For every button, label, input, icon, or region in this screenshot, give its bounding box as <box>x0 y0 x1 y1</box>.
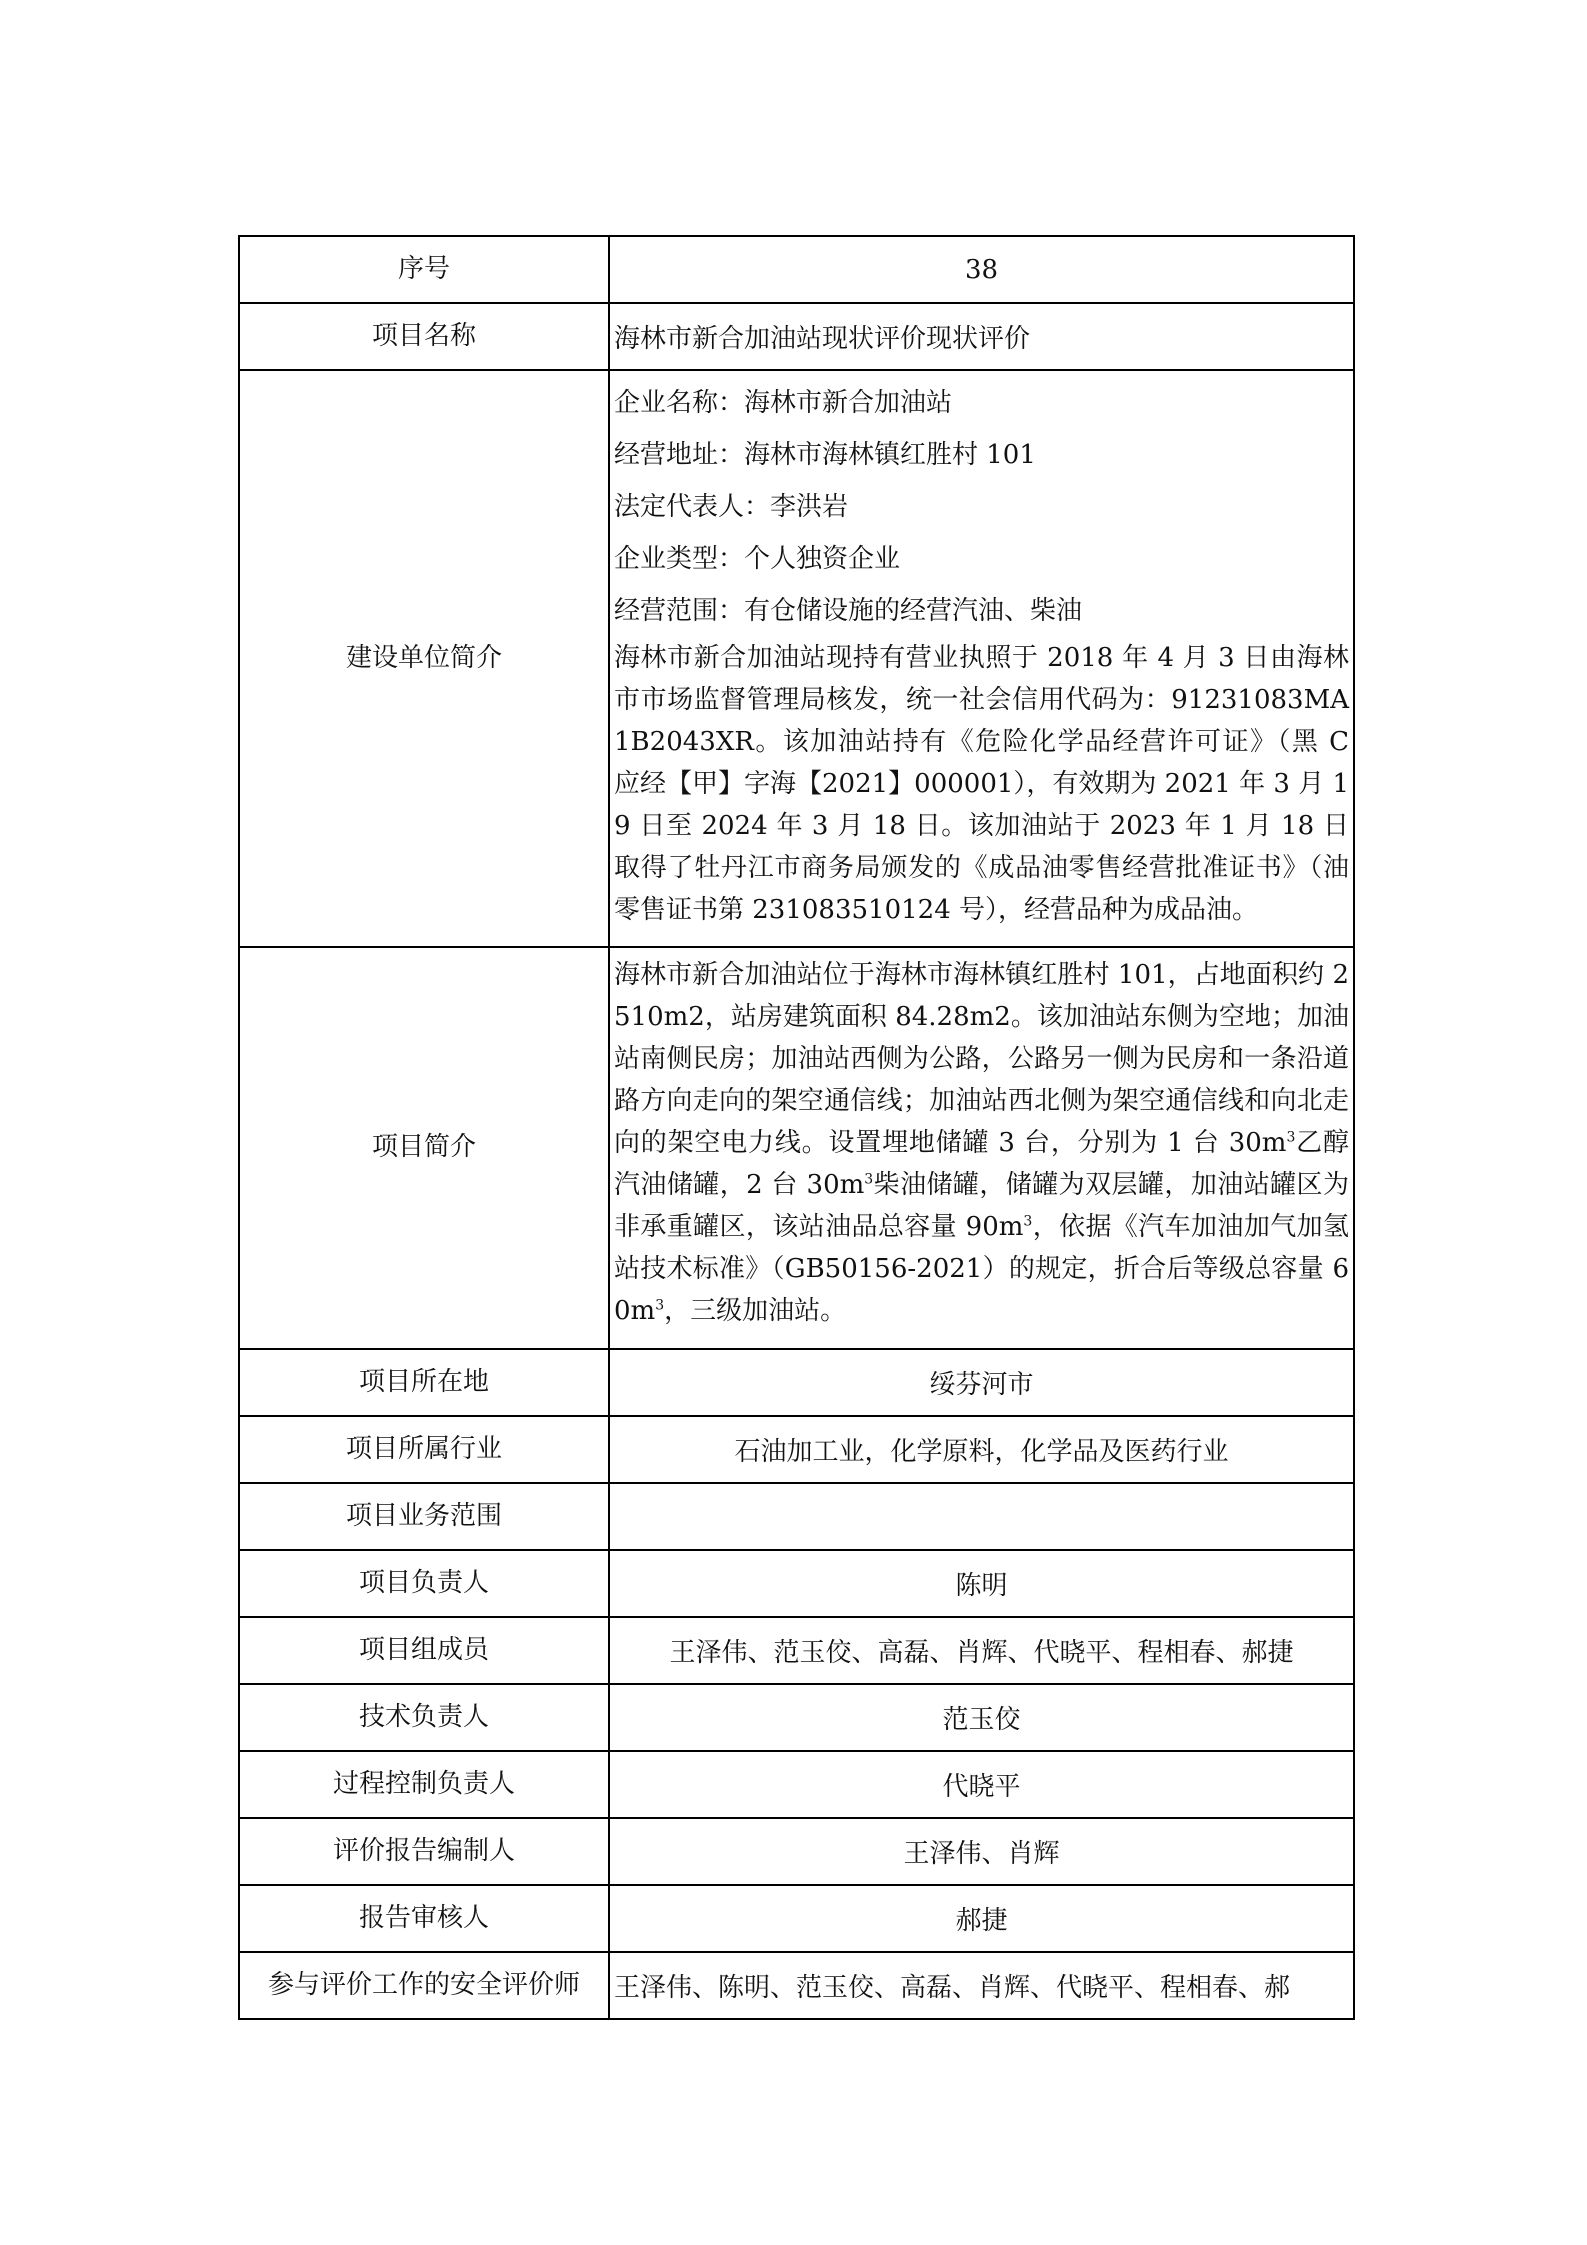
row-industry <box>239 1416 1354 1483</box>
serial-value: 38 <box>609 236 1354 303</box>
company-license-paragraph: 海林市新合加油站现持有营业执照于 2018 年 4 月 3 日由海林市市场监督管理局核发，统一社会信用代码为：91231083MA1B2043XR。该加油站持有《危险化学品经营许可证》（黑 C 应经【甲】字海【2021】000001），有效期为 2021 年 3 月 19 日至 2024 年 3 月 18 日。该加油站于 2023 年 1 月 18 日取得了牡丹江市商务局颁发的《成品油零售经营批准证书》（油零售证书第 231083510124 号），经营品种为成品油。 <box>614 643 1349 925</box>
report-author-value: 王泽伟、肖辉 <box>609 1818 1354 1885</box>
row-location <box>239 1349 1354 1416</box>
cubic-superscript-3: 3 <box>1023 1213 1033 1230</box>
project-name-value: 海林市新合加油站现状评价现状评价 <box>609 303 1354 370</box>
company-address-line: 经营地址：海林市海林镇红胜村 101 <box>614 440 1036 470</box>
project-info-table <box>238 235 1355 2020</box>
business-scope-label: 项目业务范围 <box>239 1483 609 1550</box>
row-company-intro <box>239 370 1354 947</box>
serial-label: 序号 <box>239 236 609 303</box>
report-author-label: 评价报告编制人 <box>239 1818 609 1885</box>
legal-rep-line: 法定代表人：李洪岩 <box>614 492 849 522</box>
row-report-reviewer <box>239 1885 1354 1952</box>
row-serial <box>239 236 1354 303</box>
cubic-superscript-2: 3 <box>864 1171 874 1188</box>
evaluators-label: 参与评价工作的安全评价师 <box>239 1952 609 2019</box>
project-intro-part5: ，三级加油站。 <box>664 1296 847 1326</box>
row-process-leader <box>239 1751 1354 1818</box>
tech-leader-value: 范玉佼 <box>609 1684 1354 1751</box>
project-intro-label: 项目简介 <box>239 947 609 1349</box>
process-leader-label: 过程控制负责人 <box>239 1751 609 1818</box>
location-value: 绥芬河市 <box>609 1349 1354 1416</box>
business-scope-line: 经营范围：有仓储设施的经营汽油、柴油 <box>614 596 1083 626</box>
leader-value: 陈明 <box>609 1550 1354 1617</box>
leader-label: 项目负责人 <box>239 1550 609 1617</box>
location-label: 项目所在地 <box>239 1349 609 1416</box>
project-name-label: 项目名称 <box>239 303 609 370</box>
tech-leader-label: 技术负责人 <box>239 1684 609 1751</box>
project-intro-part2: 乙醇汽油储罐，2 台 30m <box>614 1128 1349 1200</box>
company-name-line: 企业名称：海林市新合加油站 <box>614 388 953 418</box>
members-value: 王泽伟、范玉佼、高磊、肖辉、代晓平、程相春、郝捷 <box>609 1617 1354 1684</box>
project-intro-paragraph <box>614 954 1349 1332</box>
project-intro-part3: 柴油储罐，储罐为双层罐，加油站罐区为非承重罐区，该站油品总容量 90m <box>614 1170 1349 1242</box>
report-reviewer-value: 郝捷 <box>609 1885 1354 1952</box>
industry-value: 石油加工业，化学原料，化学品及医药行业 <box>609 1416 1354 1483</box>
project-intro-part1: 海林市新合加油站位于海林市海林镇红胜村 101，占地面积约 2510m2，站房建筑面积 84.28m2。该加油站东侧为空地；加油站南侧民房；加油站西侧为公路，公路另一侧为民房和一条沿道路方向走向的架空通信线；加油站西北侧为架空通信线和向北走向的架空电力线。设置埋地储罐 3 台，分别为 1 台 30m <box>614 960 1349 1158</box>
report-reviewer-label: 报告审核人 <box>239 1885 609 1952</box>
evaluators-value: 王泽伟、陈明、范玉佼、高磊、肖辉、代晓平、程相春、郝 <box>609 1952 1354 2019</box>
project-intro-part4: ，依据《汽车加油加气加氢站技术标准》（GB50156-2021）的规定，折合后等级总容量 60m <box>614 1212 1349 1326</box>
row-report-author <box>239 1818 1354 1885</box>
members-label: 项目组成员 <box>239 1617 609 1684</box>
company-intro-label: 建设单位简介 <box>239 370 609 947</box>
industry-label: 项目所属行业 <box>239 1416 609 1483</box>
business-scope-value <box>609 1483 1354 1550</box>
cubic-superscript-1: 3 <box>1286 1129 1296 1146</box>
row-tech-leader <box>239 1684 1354 1751</box>
row-evaluators <box>239 1952 1354 2019</box>
company-intro-value <box>609 370 1354 947</box>
row-project-name <box>239 303 1354 370</box>
process-leader-value: 代晓平 <box>609 1751 1354 1818</box>
row-business-scope <box>239 1483 1354 1550</box>
row-project-intro <box>239 947 1354 1349</box>
row-leader <box>239 1550 1354 1617</box>
company-type-line: 企业类型：个人独资企业 <box>614 544 901 574</box>
row-members <box>239 1617 1354 1684</box>
project-intro-value <box>609 947 1354 1349</box>
cubic-superscript-4: 3 <box>655 1297 665 1314</box>
